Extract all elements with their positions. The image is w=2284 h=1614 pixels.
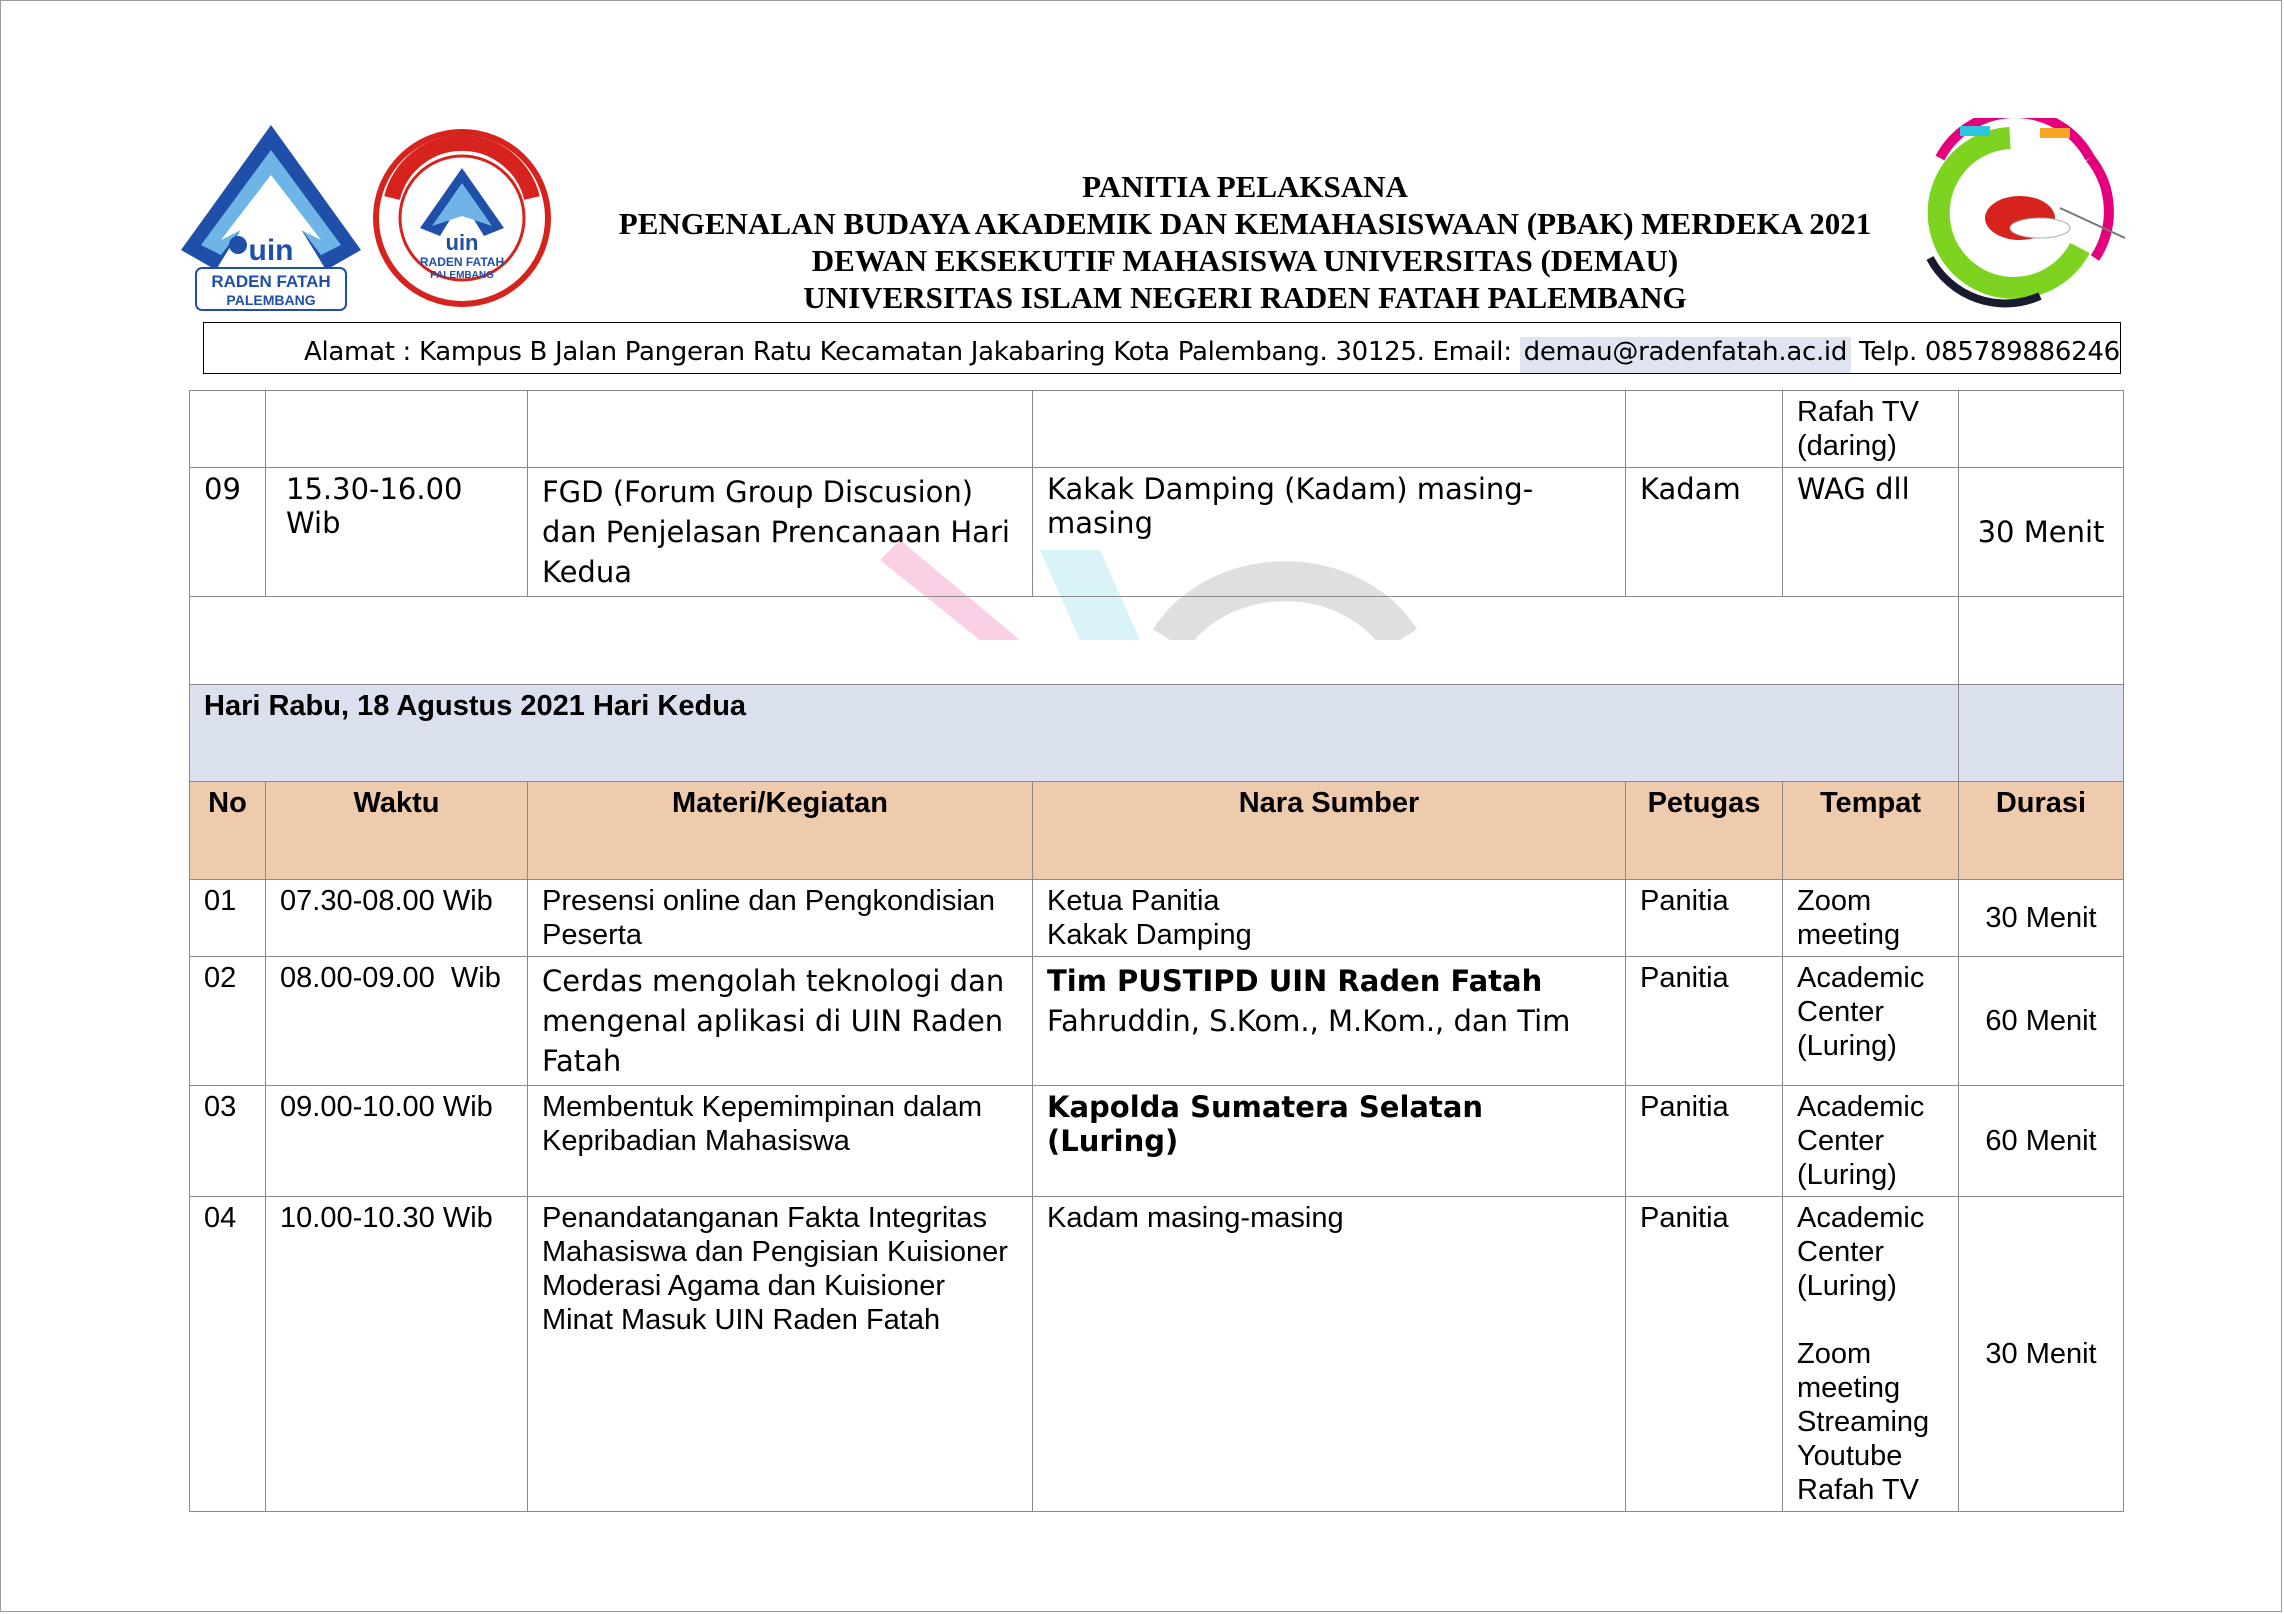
day-title-durasi (1959, 685, 2124, 782)
cell-materi: FGD (Forum Group Discusion) dan Penjelasan Prencanaan Hari Kedua (528, 468, 1033, 597)
cell-materi (528, 391, 1033, 468)
cell-tempat: Zoom meeting (1783, 880, 1959, 957)
cell-waktu: 08.00-09.00 Wib (266, 957, 528, 1086)
cell-nara: Ketua Panitia Kakak Damping (1033, 880, 1626, 957)
svg-text:uin: uin (248, 234, 294, 267)
column-header: Petugas (1626, 782, 1783, 880)
svg-text:PALEMBANG: PALEMBANG (226, 292, 316, 308)
table-row-03 (190, 1086, 2124, 1197)
address-text: Alamat : Kampus B Jalan Pangeran Ratu Kecamatan Jakabaring Kota Palembang. 30125. Email: (304, 337, 1512, 367)
cell-petugas: Panitia (1626, 957, 1783, 1086)
letterhead-title (520, 168, 1970, 316)
cell-petugas: Panitia (1626, 1197, 1783, 1512)
svg-text:uin: uin (445, 230, 479, 255)
cell-waktu: 15.30-16.00 Wib (266, 468, 528, 597)
cell-petugas (1626, 391, 1783, 468)
day-heading-row (190, 685, 2124, 782)
cell-tempat: Academic Center (Luring) (1783, 957, 1959, 1086)
nara-detail: Fahruddin, S.Kom., M.Kom., dan Tim (1047, 1004, 1571, 1038)
cell-no: 03 (190, 1086, 266, 1197)
column-header: Waktu (266, 782, 528, 880)
cell-no: 04 (190, 1197, 266, 1512)
cell-nara (1033, 957, 1626, 1086)
phone-text: Telp. 085789886246 (1859, 337, 2120, 367)
heading-line-2: PENGENALAN BUDAYA AKADEMIK DAN KEMAHASISWAAN (PBAK) MERDEKA 2021 (618, 206, 1872, 241)
cell-materi: Penandatanganan Fakta Integritas Mahasiswa dan Pengisian Kuisioner Moderasi Agama dan Kuisioner Minat Masuk UIN Raden Fatah (528, 1197, 1033, 1512)
table-row-02 (190, 957, 2124, 1086)
heading-line-3: DEWAN EKSEKUTIF MAHASISWA UNIVERSITAS (DEMAU) (811, 243, 1679, 278)
heading-line-1: PANITIA PELAKSANA (1082, 169, 1408, 204)
cell-durasi: 30 Menit (1959, 880, 2124, 957)
uin-logo (176, 120, 366, 315)
cell-materi: Membentuk Kepemimpinan dalam Kepribadian Mahasiswa (528, 1086, 1033, 1197)
cell-petugas: Panitia (1626, 1086, 1783, 1197)
schedule-table (189, 390, 2124, 1512)
cell-nara (1033, 391, 1626, 468)
table-row-continued (190, 391, 2124, 468)
cell-no: 02 (190, 957, 266, 1086)
cell-durasi (1959, 391, 2124, 468)
cell-waktu: 09.00-10.00 Wib (266, 1086, 528, 1197)
cell-nara: Kakak Damping (Kadam) masing-masing (1033, 468, 1626, 597)
cell-petugas: Panitia (1626, 880, 1783, 957)
nara-bold: Tim PUSTIPD UIN Raden Fatah (1047, 964, 1543, 998)
column-header: Materi/Kegiatan (528, 782, 1033, 880)
cell-tempat: Academic Center (Luring) Zoom meeting Streaming Youtube Rafah TV (1783, 1197, 1959, 1512)
svg-text:PALEMBANG: PALEMBANG (430, 270, 494, 281)
svg-text:RADEN FATAH: RADEN FATAH (211, 272, 331, 291)
cell-durasi: 60 Menit (1959, 1086, 2124, 1197)
cell-waktu (266, 391, 528, 468)
column-header-row (190, 782, 2124, 880)
cell-nara (1033, 1086, 1626, 1197)
email-link[interactable]: demau@radenfatah.ac.id (1520, 337, 1851, 374)
address-box (203, 322, 2121, 374)
cell-waktu: 10.00-10.30 Wib (266, 1197, 528, 1512)
cell-materi: Presensi online dan Pengkondisian Peserta (528, 880, 1033, 957)
cell-durasi: 30 Menit (1959, 1197, 2124, 1512)
spacer-cell-durasi (1959, 597, 2124, 685)
svg-text:RADEN FATAH: RADEN FATAH (419, 255, 505, 269)
column-header: No (190, 782, 266, 880)
heading-line-4: UNIVERSITAS ISLAM NEGERI RADEN FATAH PALEMBANG (803, 280, 1687, 315)
nara-bold: Kapolda Sumatera Selatan (Luring) (1047, 1090, 1484, 1158)
table-row-09 (190, 468, 2124, 597)
cell-tempat: WAG dll (1783, 468, 1959, 597)
cell-durasi: 30 Menit (1959, 468, 2124, 597)
cell-no: 01 (190, 880, 266, 957)
table-row-04 (190, 1197, 2124, 1512)
cell-nara: Kadam masing-masing (1033, 1197, 1626, 1512)
address-line (304, 337, 2120, 367)
cell-tempat: Academic Center (Luring) (1783, 1086, 1959, 1197)
day-title: Hari Rabu, 18 Agustus 2021 Hari Kedua (190, 685, 1959, 782)
cell-no: 09 (190, 468, 266, 597)
column-header: Nara Sumber (1033, 782, 1626, 880)
spacer-cell (190, 597, 1959, 685)
cell-waktu: 07.30-08.00 Wib (266, 880, 528, 957)
cell-no (190, 391, 266, 468)
cell-tempat: Rafah TV (daring) (1783, 391, 1959, 468)
cell-petugas: Kadam (1626, 468, 1783, 597)
cell-materi: Cerdas mengolah teknologi dan mengenal aplikasi di UIN Raden Fatah (528, 957, 1033, 1086)
cell-durasi: 60 Menit (1959, 957, 2124, 1086)
column-header: Tempat (1783, 782, 1959, 880)
column-header: Durasi (1959, 782, 2124, 880)
table-row-spacer (190, 597, 2124, 685)
table-row-01 (190, 880, 2124, 957)
